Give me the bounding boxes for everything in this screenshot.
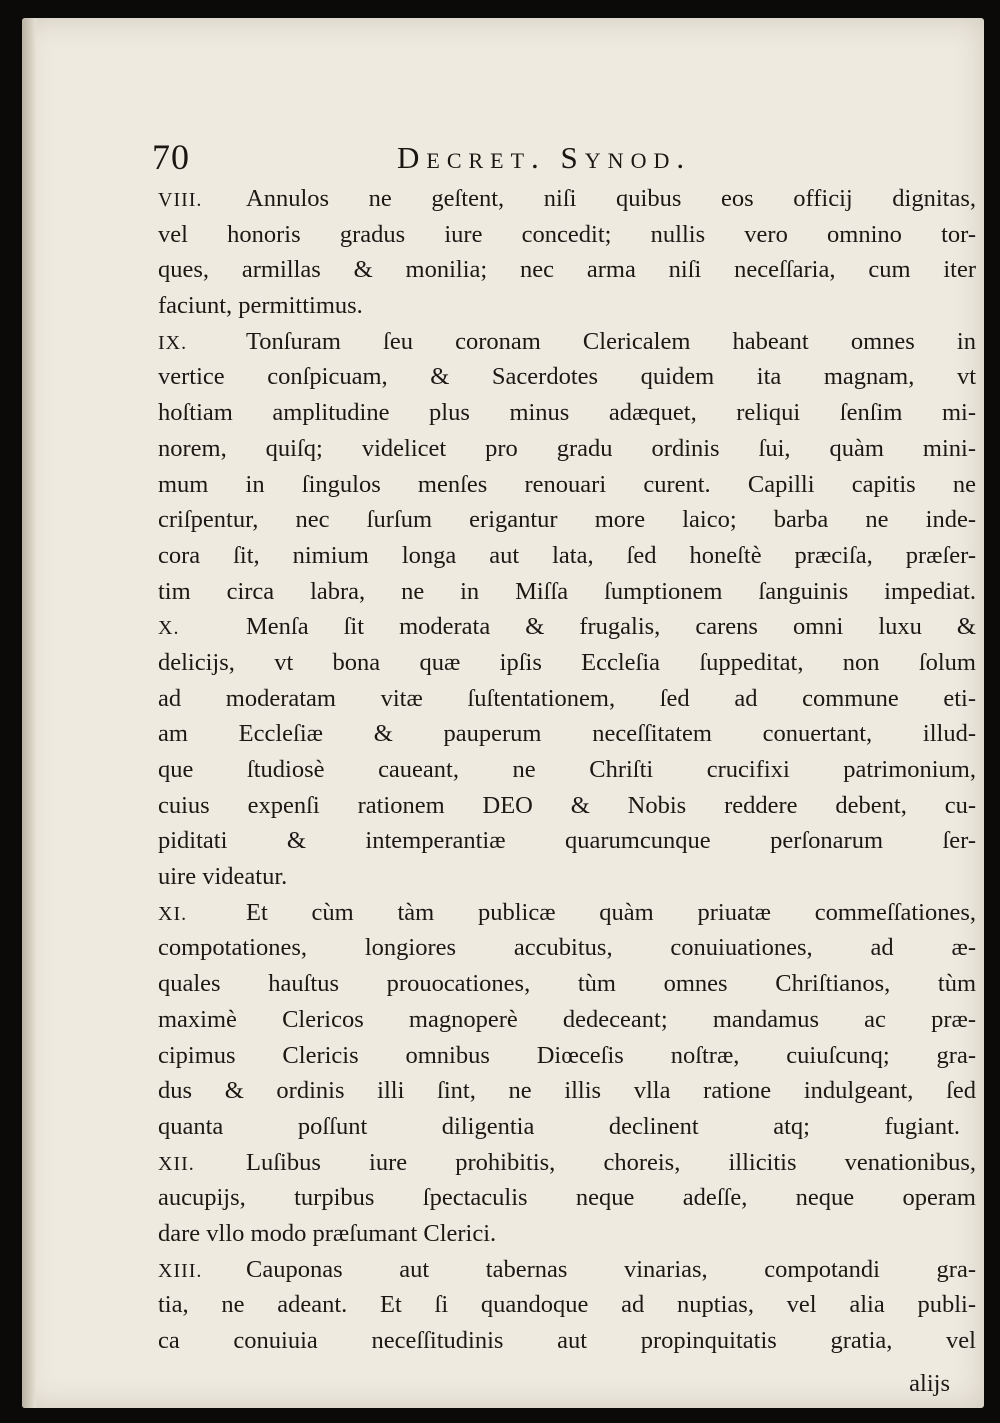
text-line: ca conuiuia neceſſitudinis aut propinquitatis gratia, vel [158, 1327, 976, 1354]
text-line: cipimus Clericis omnibus Diœceſis noſtræ, cuiuſcunq; gra- [158, 1041, 976, 1069]
paragraph-number: XI. [158, 902, 188, 925]
text-line: delicijs, vt bona quæ ipſis Eccleſia ſuppeditat, non ſolum [158, 648, 976, 676]
paragraph-number: XIII. [158, 1259, 203, 1282]
text-line: vertice conſpicuam, & Sacerdotes quidem ita magnam, vt [158, 363, 976, 391]
text-line: aucupijs, turpibus ſpectaculis neque adeſſe, neque operam [158, 1184, 976, 1212]
text-line: XIII. Cauponas aut tabernas vinarias, compotandi gra- [158, 1252, 976, 1288]
catchword: alijs [909, 1370, 950, 1397]
text-line: XII. Luſibus iure prohibitis, choreis, illicitis venationibus, [158, 1145, 976, 1181]
text-line: cora ſit, nimium longa aut lata, ſed honeſtè præciſa, præſer- [158, 541, 976, 569]
text-line: IX. Tonſuram ſeu coronam Clericalem habeant omnes in [158, 324, 976, 360]
text-line: quanta poſſunt diligentia declinent atq; fugiant. [158, 1112, 960, 1140]
page-gutter [22, 18, 36, 1408]
text-line: faciunt, permittimus. [158, 292, 363, 320]
running-title: Decret. Synod. [397, 140, 692, 175]
book-page [22, 18, 984, 1408]
text-line: tia, ne adeant. Et ſi quandoque ad nuptias, vel alia publi- [158, 1291, 976, 1319]
paragraph-number: IX. [158, 331, 188, 354]
text-line: VIII. Annulos ne geſtent, niſi quibus eos officij dignitas, [158, 181, 976, 217]
text-line: norem, quiſq; videlicet pro gradu ordinis ſui, quàm mini- [158, 434, 976, 462]
text-line: vel honoris gradus iure concedit; nullis vero omnino tor- [158, 220, 976, 248]
paragraph-number: XII. [158, 1152, 195, 1175]
text-line: cuius expenſi rationem DEO & Nobis reddere debent, cu- [158, 791, 976, 819]
text-line: dus & ordinis illi ſint, ne illis vlla ratione indulgeant, ſed [158, 1077, 976, 1105]
text-line: maximè Clericos magnoperè dedeceant; mandamus ac præ- [158, 1005, 976, 1033]
page-header [152, 136, 792, 186]
text-line: hoſtiam amplitudine plus minus adæquet, reliqui ſenſim mi- [158, 399, 976, 427]
text-line: criſpentur, nec ſurſum erigantur more laico; barba ne inde- [158, 506, 976, 534]
text-line: uire videatur. [158, 863, 288, 891]
text-line: mum in ſingulos menſes renouari curent. Capilli capitis ne [158, 470, 976, 498]
text-line: que ſtudiosè caueant, ne Chriſti crucifixi patrimonium, [158, 756, 976, 783]
text-line: compotationes, longiores accubitus, conuiuationes, ad æ- [158, 934, 976, 962]
body-text [158, 181, 976, 1359]
text-line: X. Menſa ſit moderata & frugalis, carens omni luxu & [158, 609, 976, 645]
text-line: quales hauſtus prouocationes, tùm omnes Chriſtianos, tùm [158, 970, 976, 998]
text-line: ques, armillas & monilia; nec arma niſi neceſſaria, cum iter [158, 256, 976, 284]
text-line: dare vllo modo præſumant Clerici. [158, 1219, 497, 1247]
paragraph-number: VIII. [158, 189, 203, 211]
text-line: tim circa labra, ne in Miſſa ſumptionem ſanguinis impediat. [158, 577, 976, 605]
page-number: 70 [152, 137, 190, 177]
text-line: XI. Et cùm tàm publicæ quàm priuatæ commeſſationes, [158, 895, 976, 931]
paragraph-number: X. [158, 617, 180, 640]
text-line: piditati & intemperantiæ quarumcunque perſonarum ſer- [158, 827, 976, 855]
text-line: am Eccleſiæ & pauperum neceſſitatem conuertant, illud- [158, 720, 976, 748]
text-line: ad moderatam vitæ ſuſtentationem, ſed ad commune eti- [158, 684, 976, 712]
